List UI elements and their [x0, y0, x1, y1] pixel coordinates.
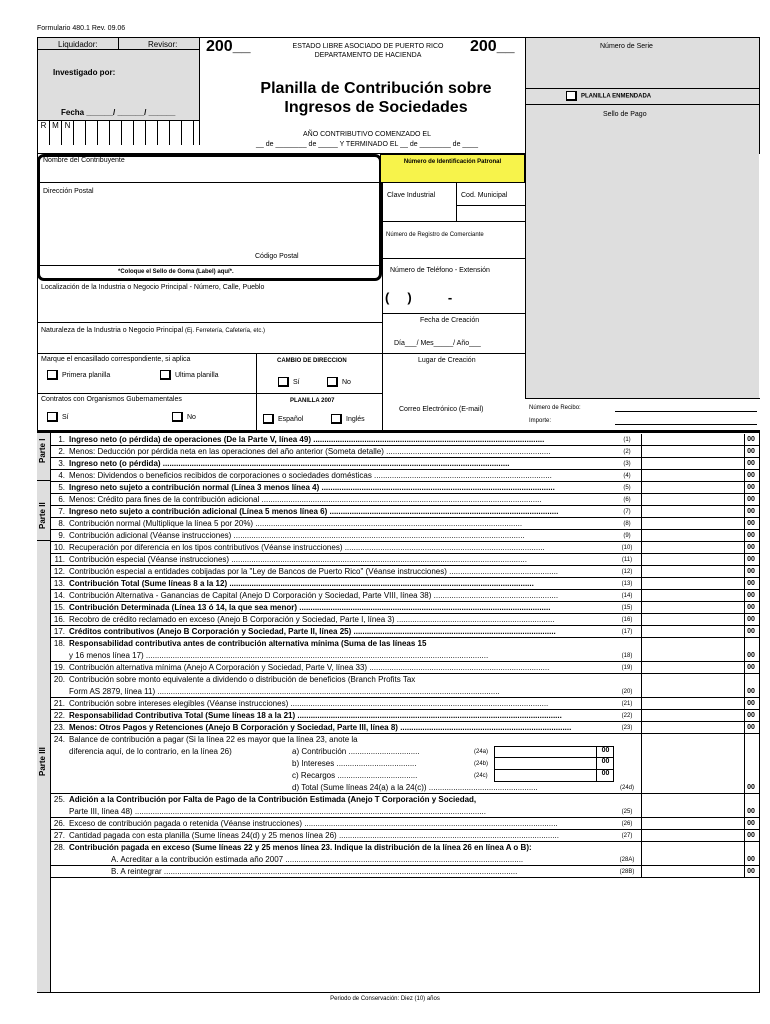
- cents-cell: 00: [744, 530, 757, 542]
- line-number: 1.: [58, 435, 65, 444]
- agency-line2: DEPARTAMENTO DE HACIENDA: [314, 52, 422, 59]
- amount-input[interactable]: [641, 722, 759, 734]
- nombre-label: Nombre del Contribuyente: [43, 157, 125, 164]
- direccion-label: Dirección Postal: [43, 188, 94, 195]
- form-line: [51, 842, 759, 854]
- line-ref: (1): [623, 437, 631, 443]
- investigado-label: Investigado por:: [53, 68, 116, 77]
- amount-input[interactable]: [641, 806, 759, 818]
- line24-sub-input[interactable]: [494, 746, 614, 758]
- cents-cell: 00: [744, 602, 757, 614]
- amount-input[interactable]: [641, 614, 759, 626]
- line-ref: (24d): [619, 785, 634, 791]
- cents-cell: 00: [744, 626, 757, 638]
- page-title: [236, 79, 516, 117]
- form-line: [51, 566, 759, 578]
- line-ref: (23): [621, 725, 633, 731]
- line-number: 15.: [53, 603, 65, 612]
- creacion-date-field[interactable]: Día___/ Mes_____/ Año___: [394, 340, 481, 347]
- amount-input[interactable]: [641, 554, 759, 566]
- form-line: [51, 470, 759, 482]
- form-line: [51, 710, 759, 722]
- form-line: [51, 446, 759, 458]
- naturaleza-text: Naturaleza de la Industria o Negocio Principal: [41, 327, 184, 334]
- amount-input[interactable]: [641, 494, 759, 506]
- line24-sub-ref: (24a): [474, 749, 489, 755]
- line-number: 24.: [53, 735, 65, 744]
- cents-cell: 00: [744, 722, 757, 734]
- line-text: Contribución alternativa mínima (Anejo A Corporación y Sociedad, Parte V, línea 33) .................................................................................: [69, 663, 550, 672]
- line-number: 16.: [53, 615, 65, 624]
- amount-cell: [641, 746, 759, 758]
- cents-cell: [744, 734, 757, 746]
- correo-label: Correo Electrónico (E-mail): [399, 406, 484, 413]
- cents-cell: 00: [744, 494, 757, 506]
- line-text: Adición a la Contribución por Falta de Pago de la Contribución Estimada (Anejo T Corporación y Sociedad,: [69, 795, 477, 804]
- line-number: 21.: [53, 699, 65, 708]
- telefono-label: Número de Teléfono - Extensión: [390, 267, 490, 274]
- line-text: diferencia aquí, de lo contrario, en la línea 26): [69, 747, 232, 756]
- cents-cell: 00: [744, 818, 757, 830]
- municipal-label: Cod. Municipal: [461, 192, 508, 199]
- marque-label: Marque el encasillado correspondiente, si aplica: [41, 356, 191, 363]
- cents-cell: 00: [744, 446, 757, 458]
- cents-cell: 00: [744, 542, 757, 554]
- line-text: Contribución Alternativa - Ganancias de Capital (Anejo D Corporación y Sociedad, Parte VIII, línea 38) ........................................................: [69, 591, 559, 600]
- line-ref: (25): [621, 809, 633, 815]
- cents-cell: 00: [744, 866, 757, 878]
- cents-cell: [744, 842, 757, 854]
- form-line: [51, 434, 759, 446]
- title-line2: Ingresos de Sociedades: [284, 99, 468, 116]
- amount-input[interactable]: [641, 542, 759, 554]
- line-ref: (26): [621, 821, 633, 827]
- form-line: [51, 614, 759, 626]
- line-number: 25.: [53, 795, 65, 804]
- amount-input[interactable]: [641, 686, 759, 698]
- cambio-direccion-label: CAMBIO DE DIRECCION: [277, 358, 347, 364]
- form-line: [51, 734, 759, 746]
- line-ref: (15): [621, 605, 633, 611]
- line-ref: (7): [623, 509, 631, 515]
- part3-tab: [37, 541, 51, 992]
- line-ref: (12): [621, 569, 633, 575]
- tax-period: [206, 130, 528, 150]
- naturaleza-label: [41, 327, 265, 334]
- line-number: 8.: [58, 519, 65, 528]
- form-line: [51, 542, 759, 554]
- amount-input[interactable]: [641, 518, 759, 530]
- form-line: [51, 554, 759, 566]
- line-ref: (10): [621, 545, 633, 551]
- form-id: Formulario 480.1 Rev. 09.06: [37, 25, 126, 32]
- cents-cell: 00: [744, 614, 757, 626]
- amount-input[interactable]: [641, 458, 759, 470]
- line-number: 13.: [53, 579, 65, 588]
- clave-label: Clave Industrial: [387, 192, 436, 199]
- line-ref: (21): [621, 701, 633, 707]
- amount-input[interactable]: [641, 698, 759, 710]
- line-number: 18.: [53, 639, 65, 648]
- amount-input[interactable]: [641, 446, 759, 458]
- ultima-planilla-checkbox[interactable]: Ultima planilla: [160, 370, 219, 380]
- cents-cell: 00: [744, 578, 757, 590]
- planilla-enmendada-checkbox[interactable]: [566, 91, 651, 101]
- line-text: Contribución pagada en exceso (Sume líneas 22 y 25 menos línea 23. Indique la distribución de la línea 26 en línea A o B):: [69, 843, 532, 852]
- line-ref: (18): [621, 653, 633, 659]
- line-text: Contribución Total (Sume líneas 8 a la 12) .........................................................................................................................................: [69, 579, 534, 588]
- line-number: 14.: [53, 591, 65, 600]
- form-line: [51, 698, 759, 710]
- line-number: 9.: [58, 531, 65, 540]
- form-line: [51, 830, 759, 842]
- amount-cell: [641, 638, 759, 650]
- line-number: 28.: [53, 843, 65, 852]
- form-line: [51, 458, 759, 470]
- line-text: Responsabilidad Contributiva Total (Sume líneas 18 a la 21) .......................................................................................................................: [69, 711, 562, 720]
- amount-input[interactable]: [641, 566, 759, 578]
- amount-input[interactable]: [641, 506, 759, 518]
- line-number: 6.: [58, 495, 65, 504]
- amount-cell: [641, 842, 759, 854]
- amount-input[interactable]: [641, 710, 759, 722]
- line-text: Contribución Determinada (Línea 13 ó 14, la que sea menor) .................................................................................................................: [69, 603, 551, 612]
- form-line: [51, 770, 759, 782]
- line-number: 22.: [53, 711, 65, 720]
- cents-cell: [744, 746, 757, 758]
- line-number: 12.: [53, 567, 65, 576]
- cents-cell: [744, 674, 757, 686]
- line24-sub-ref: (24c): [474, 773, 488, 779]
- line-number: 27.: [53, 831, 65, 840]
- line-text: Contribución sobre monto equivalente a dividendo o distribución de beneficios (Branch Profits Tax: [69, 675, 416, 684]
- form-line: [51, 506, 759, 518]
- numero-serie-label: Número de Serie: [600, 43, 653, 50]
- amount-input[interactable]: [641, 602, 759, 614]
- recibo-label: Número de Recibo:: [529, 405, 581, 411]
- line-ref: (5): [623, 485, 631, 491]
- form-line: [51, 722, 759, 734]
- period-line1: AÑO CONTRIBUTIVO COMENZADO EL: [303, 131, 431, 138]
- primera-planilla-checkbox[interactable]: Primera planilla: [47, 370, 110, 380]
- line-ref: (4): [623, 473, 631, 479]
- line-number: 26.: [53, 819, 65, 828]
- amount-input[interactable]: [641, 818, 759, 830]
- enmendada-box[interactable]: [566, 91, 577, 101]
- cents-cell: 00: [744, 686, 757, 698]
- cambio-si-checkbox[interactable]: Sí: [278, 377, 300, 387]
- sello-goma-note: *Coloque el Sello de Goma (Label) aquí*.: [118, 269, 234, 275]
- line-number: 4.: [58, 471, 65, 480]
- part2-label: Parte II: [38, 502, 47, 529]
- footer-note: Periodo de Conservación: Diez (10) años: [330, 996, 440, 1002]
- agency: [268, 42, 468, 60]
- creacion-label: Fecha de Creación: [420, 317, 480, 324]
- amount-input[interactable]: [641, 530, 759, 542]
- line-ref: (11): [621, 557, 633, 563]
- cents-cell: 00: [744, 518, 757, 530]
- line24-total-label: d) Total (Sume líneas 24(a) a la 24(c)) .................................................: [292, 783, 538, 792]
- line-number: 20.: [53, 675, 65, 684]
- line-text: Ingreso neto sujeto a contribución adicional (Línea 5 menos línea 6) .......................................................................................................: [69, 507, 559, 516]
- form-line: [51, 758, 759, 770]
- form-line: [51, 518, 759, 530]
- codigo-postal-label: Código Postal: [255, 253, 299, 260]
- cents-cell: 00: [744, 782, 757, 794]
- cents-cell: 00: [744, 458, 757, 470]
- part1-tab: [37, 433, 51, 481]
- amount-cell: [641, 734, 759, 746]
- line-text: Cantidad pagada con esta planilla (Sume líneas 24(d) y 25 menos línea 26) ...................................................................................................: [69, 831, 559, 840]
- line-text: Contribución especial a entidades cobijadas por la "Ley de Bancos de Puerto Rico" (Véanse instrucciones) .................................................: [69, 567, 559, 576]
- line-text: Menos: Dividendos o beneficios recibidos de corporaciones o sociedades domésticas ................................................................................: [69, 471, 552, 480]
- part3-label: Parte III: [38, 747, 47, 776]
- amount-cell: [641, 770, 759, 782]
- cents-cell: 00: [744, 710, 757, 722]
- line-number: 19.: [53, 663, 65, 672]
- line-text: A. Acreditar a la contribución estimada año 2007 ...........................................................................................................: [111, 855, 524, 864]
- line-number: 17.: [53, 627, 65, 636]
- line-text: Contribución sobre intereses elegibles (Véanse instrucciones) ....................................................................................................................: [69, 699, 549, 708]
- naturaleza-ej: (Ej. Ferretería, Cafetería, etc.): [184, 328, 266, 334]
- line-text: Balance de contribución a pagar (Si la línea 22 es mayor que la línea 23, anote la: [69, 735, 358, 744]
- line-number: 7.: [58, 507, 65, 516]
- line-text: Menos: Crédito para fines de la contribución adicional ..............................................................................................................................: [69, 495, 542, 504]
- cents-cell: 00: [744, 566, 757, 578]
- amount-input[interactable]: [641, 578, 759, 590]
- line-ref: (20): [621, 689, 633, 695]
- form-line: [51, 590, 759, 602]
- part2-tab: [37, 481, 51, 541]
- cents-cell: 00: [744, 482, 757, 494]
- rmn-m: M: [50, 121, 62, 145]
- line-ref: (14): [621, 593, 633, 599]
- amount-input[interactable]: [641, 866, 759, 878]
- line-number: 5.: [58, 483, 65, 492]
- cents-cell: 00: [744, 662, 757, 674]
- form-line: [51, 578, 759, 590]
- line-ref: (3): [623, 461, 631, 467]
- line-ref: (2): [623, 449, 631, 455]
- line-text: Parte III, línea 48) ..............................................................................................................................................................: [69, 807, 486, 816]
- line-text: Ingreso neto (o pérdida) de operaciones (De la Parte V, línea 49) ........................................................................................................: [69, 435, 545, 444]
- line-text: Responsabilidad contributiva antes de contribución alternativa mínima (Suma de las líneas 15: [69, 639, 427, 648]
- line24-sub-label: b) Intereses ....................................: [292, 759, 417, 768]
- importe-label: Importe:: [529, 418, 552, 424]
- line-text: Menos: Deducción por pérdida neta en las operaciones del año anterior (Someta detalle) ..........................................................................: [69, 447, 551, 456]
- line-text: B. A reintegrar ...............................................................................................................................................................: [111, 867, 518, 876]
- line-ref: (28B): [619, 869, 635, 875]
- line-text: Contribución normal (Multiplique la línea 5 por 20%) ........................................................................................................................: [69, 519, 523, 528]
- year-left: 200__: [206, 38, 251, 55]
- enmendada-label: PLANILLA ENMENDADA: [581, 93, 652, 100]
- revisor-label: Revisor:: [148, 40, 178, 49]
- line-text: Exceso de contribución pagada o retenida (Véanse instrucciones) ..................................................................................................................: [69, 819, 558, 828]
- line-number: 2.: [58, 447, 65, 456]
- cents-cell: [744, 758, 757, 770]
- patronal-field[interactable]: Número de Identificación Patronal: [380, 154, 525, 183]
- cents-cell: [744, 770, 757, 782]
- line-text: Contribución especial (Véanse instrucciones) .....................................................................................................................................: [69, 555, 527, 564]
- form-line: [51, 674, 759, 686]
- sello-pago-label: Sello de Pago: [603, 111, 647, 118]
- line-ref: (16): [621, 617, 633, 623]
- line-text: Contribución adicional (Véanse instrucciones) ...................................................................................................................................: [69, 531, 525, 540]
- line-ref: (28A): [619, 857, 635, 863]
- line-number: 11.: [54, 555, 65, 564]
- line-ref: (17): [621, 629, 633, 635]
- localizacion-label: Localización de la Industria o Negocio Principal - Número, Calle, Pueblo: [41, 284, 265, 291]
- line-text: Ingreso neto sujeto a contribución normal (Línea 3 menos línea 4) .........................................................................................................: [69, 483, 555, 492]
- lugar-label: Lugar de Creación: [418, 357, 476, 364]
- line-number: 3.: [58, 459, 65, 468]
- line-ref: (9): [623, 533, 631, 539]
- cents-cell: 00: [596, 747, 614, 759]
- title-line1: Planilla de Contribución sobre: [260, 80, 492, 97]
- form-line: [51, 686, 759, 698]
- line-ref: (27): [621, 833, 633, 839]
- line24-sub-ref: (24b): [474, 761, 489, 767]
- form-line: [51, 866, 759, 878]
- amount-cell: [641, 758, 759, 770]
- form-line: [51, 602, 759, 614]
- line-text: Recuperación por diferencia en los tipos contributivos (Véanse instrucciones) ..........................................................................................: [69, 543, 545, 552]
- contratos-no-checkbox[interactable]: No: [172, 412, 196, 422]
- cents-cell: 00: [744, 830, 757, 842]
- line-ref: (22): [621, 713, 633, 719]
- cents-cell: 00: [744, 506, 757, 518]
- registro-label: Número de Registro de Comerciante: [386, 232, 484, 238]
- cents-cell: 00: [596, 770, 614, 782]
- line-number: 10.: [53, 543, 65, 552]
- cents-cell: 00: [596, 758, 614, 770]
- form-line: [51, 650, 759, 662]
- form-line: [51, 806, 759, 818]
- rmn-r: R: [38, 121, 50, 145]
- contratos-si-checkbox[interactable]: Sí: [47, 412, 69, 422]
- contratos-label: Contratos con Organismos Gubernamentales: [41, 396, 182, 403]
- amount-input[interactable]: [641, 482, 759, 494]
- rmn-n: N: [62, 121, 74, 145]
- line-text: Recobro de crédito reclamado en exceso (Anejo B Corporación y Sociedad, Parte I, línea 3) .......................................................................: [69, 615, 555, 624]
- line-ref: (19): [621, 665, 633, 671]
- cents-cell: 00: [744, 806, 757, 818]
- cents-cell: 00: [744, 554, 757, 566]
- form-line: [51, 794, 759, 806]
- amount-input[interactable]: [641, 782, 759, 794]
- line-text: Form AS 2879, línea 11) ..........................................................................................................................................................: [69, 687, 500, 696]
- year-right: 200__: [470, 38, 515, 55]
- amount-cell: [641, 674, 759, 686]
- amount-input[interactable]: [641, 590, 759, 602]
- amount-input[interactable]: [641, 650, 759, 662]
- form-line: [51, 530, 759, 542]
- form-line: [51, 482, 759, 494]
- telefono-field[interactable]: ( ) -: [385, 290, 453, 305]
- line24-sub-label: c) Recargos ....................................: [292, 771, 418, 780]
- cents-cell: [744, 794, 757, 806]
- part1-label: Parte I: [38, 438, 47, 463]
- form-line: [51, 662, 759, 674]
- planilla-2007-label: PLANILLA 2007: [290, 398, 335, 404]
- amount-input[interactable]: [641, 830, 759, 842]
- cents-cell: [744, 638, 757, 650]
- cents-cell: 00: [744, 434, 757, 446]
- amount-input[interactable]: [641, 854, 759, 866]
- form-line: [51, 854, 759, 866]
- line-text: Créditos contributivos (Anejo B Corporación y Sociedad, Parte II, línea 25) ...........................................................................................: [69, 627, 556, 636]
- form-line: [51, 638, 759, 650]
- amount-input[interactable]: [641, 662, 759, 674]
- cents-cell: 00: [744, 698, 757, 710]
- liquidador-label: Liquidador:: [58, 40, 98, 49]
- line-number: 23.: [53, 723, 65, 732]
- line-text: Ingreso neto (o pérdida) ............................................................................................................................................................: [69, 459, 510, 468]
- period-line2: __ de ________ de _____ Y TERMINADO EL __ de ________ de ____: [256, 141, 478, 148]
- ingles-checkbox[interactable]: Inglés: [331, 414, 365, 424]
- cents-cell: 00: [744, 650, 757, 662]
- line-ref: (8): [623, 521, 631, 527]
- fecha-label: Fecha ______/ ______/ ______: [61, 108, 176, 117]
- amount-input[interactable]: [641, 626, 759, 638]
- cents-cell: 00: [744, 470, 757, 482]
- espanol-checkbox[interactable]: Español: [263, 414, 303, 424]
- form-line: [51, 494, 759, 506]
- form-line: [51, 626, 759, 638]
- cambio-no-checkbox[interactable]: No: [327, 377, 351, 387]
- line24-sub-label: a) Contribución ................................: [292, 747, 420, 756]
- amount-cell: [641, 794, 759, 806]
- receipt-area: [525, 398, 760, 430]
- line-ref: (13): [621, 581, 633, 587]
- cents-cell: 00: [744, 854, 757, 866]
- line-text: y 16 menos línea 17) ..........................................................................................................................................................: [69, 651, 489, 660]
- form-line: [51, 818, 759, 830]
- label-area: [37, 154, 382, 281]
- line-ref: (6): [623, 497, 631, 503]
- rmn-grid: [38, 120, 199, 145]
- amount-input[interactable]: [641, 434, 759, 446]
- cents-cell: 00: [744, 590, 757, 602]
- official-use-area: [38, 38, 199, 131]
- line-text: Menos: Otros Pagos y Retenciones (Anejo B Corporación y Sociedad, Parte III, línea 8) .............................................................................: [69, 723, 572, 732]
- agency-line1: ESTADO LIBRE ASOCIADO DE PUERTO RICO: [292, 43, 444, 50]
- amount-input[interactable]: [641, 470, 759, 482]
